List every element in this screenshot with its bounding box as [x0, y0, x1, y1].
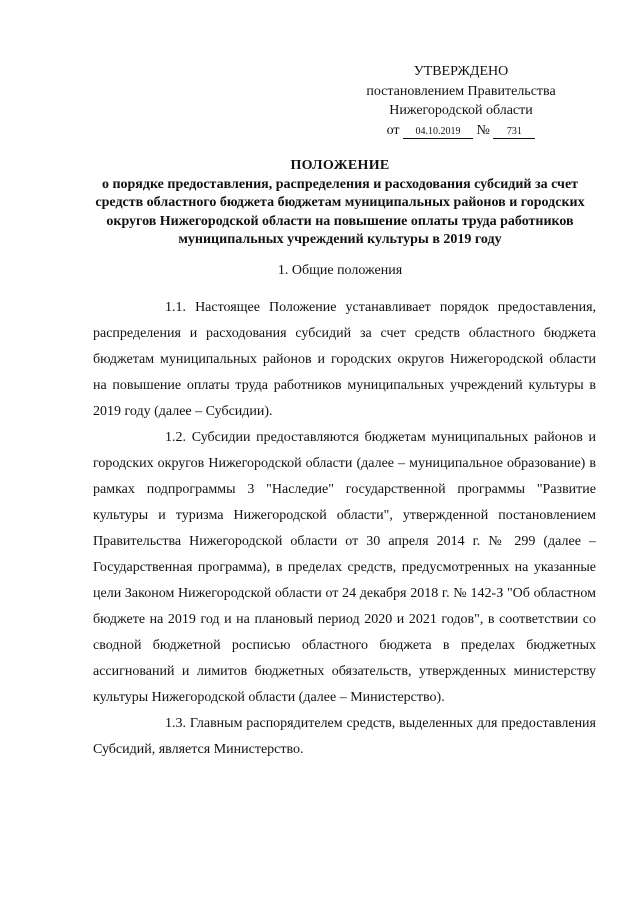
- paragraph-number: 1.3.: [165, 716, 186, 731]
- paragraph-text: Главным распорядителем средств, выделенных для предоставления Субсидий, является Министерство.: [93, 716, 596, 757]
- paragraph-text: Настоящее Положение устанавливает порядок предоставления, распределения и расходования субсидий за счет средств областного бюджета бюджетам муниципальных районов и городских округов Нижегородской области на повышение оплаты труда работников муниципальных учреждений культуры в 2019 году (далее – Субсидии).: [93, 300, 597, 419]
- paragraph: [93, 425, 596, 711]
- title-subtitle: о порядке предоставления, распределения и расходования субсидий за счет средств областного бюджета бюджетам муниципальных районов и городских округов Нижегородской области на повышение оплаты труда работников муниципальных учреждений культуры в 2019 году: [95, 176, 585, 247]
- approval-date-line: [350, 121, 572, 141]
- paragraph-text: Субсидии предоставляются бюджетам муниципальных районов и городских округов Нижегородской области (далее – муниципальное образование) в рамках подпрограммы 3 "Наследие" государственной программы "Развитие культуры и туризма Нижегородской области", утвержденной постановлением Правительства Нижегородской области от 30 апреля 2014 г. № 299 (далее – Государственная программа), в пределах средств, предусмотренных на указанные цели Законом Нижегородской области от 24 декабря 2018 г. № 142-З "Об областном бюджете на 2019 год и на плановый период 2020 и 2021 годов", в соответствии со сводной бюджетной росписью областного бюджета в пределах бюджетных ассигнований и лимитов бюджетных обязательств, утвержденных министерству культуры Нижегородской области (далее – Министерство).: [93, 430, 596, 705]
- approval-line-2: Нижегородской области: [389, 103, 533, 118]
- from-label: от: [386, 122, 400, 138]
- approval-date: 04.10.2019: [403, 126, 473, 139]
- approval-line-1: постановлением Правительства: [366, 83, 556, 99]
- paragraph: [93, 295, 596, 425]
- document-title: [95, 157, 585, 250]
- title-heading: ПОЛОЖЕНИЕ: [290, 158, 390, 173]
- number-label: №: [476, 122, 490, 138]
- paragraph-number: 1.1.: [165, 300, 186, 315]
- section-title: 1. Общие положения: [277, 263, 403, 278]
- paragraph-number: 1.2.: [165, 430, 186, 445]
- document-body: [93, 295, 596, 763]
- paragraph: [93, 711, 596, 763]
- approval-number: 731: [493, 126, 535, 139]
- approval-heading: УТВЕРЖДЕНО: [413, 64, 509, 79]
- approval-block: [350, 62, 572, 140]
